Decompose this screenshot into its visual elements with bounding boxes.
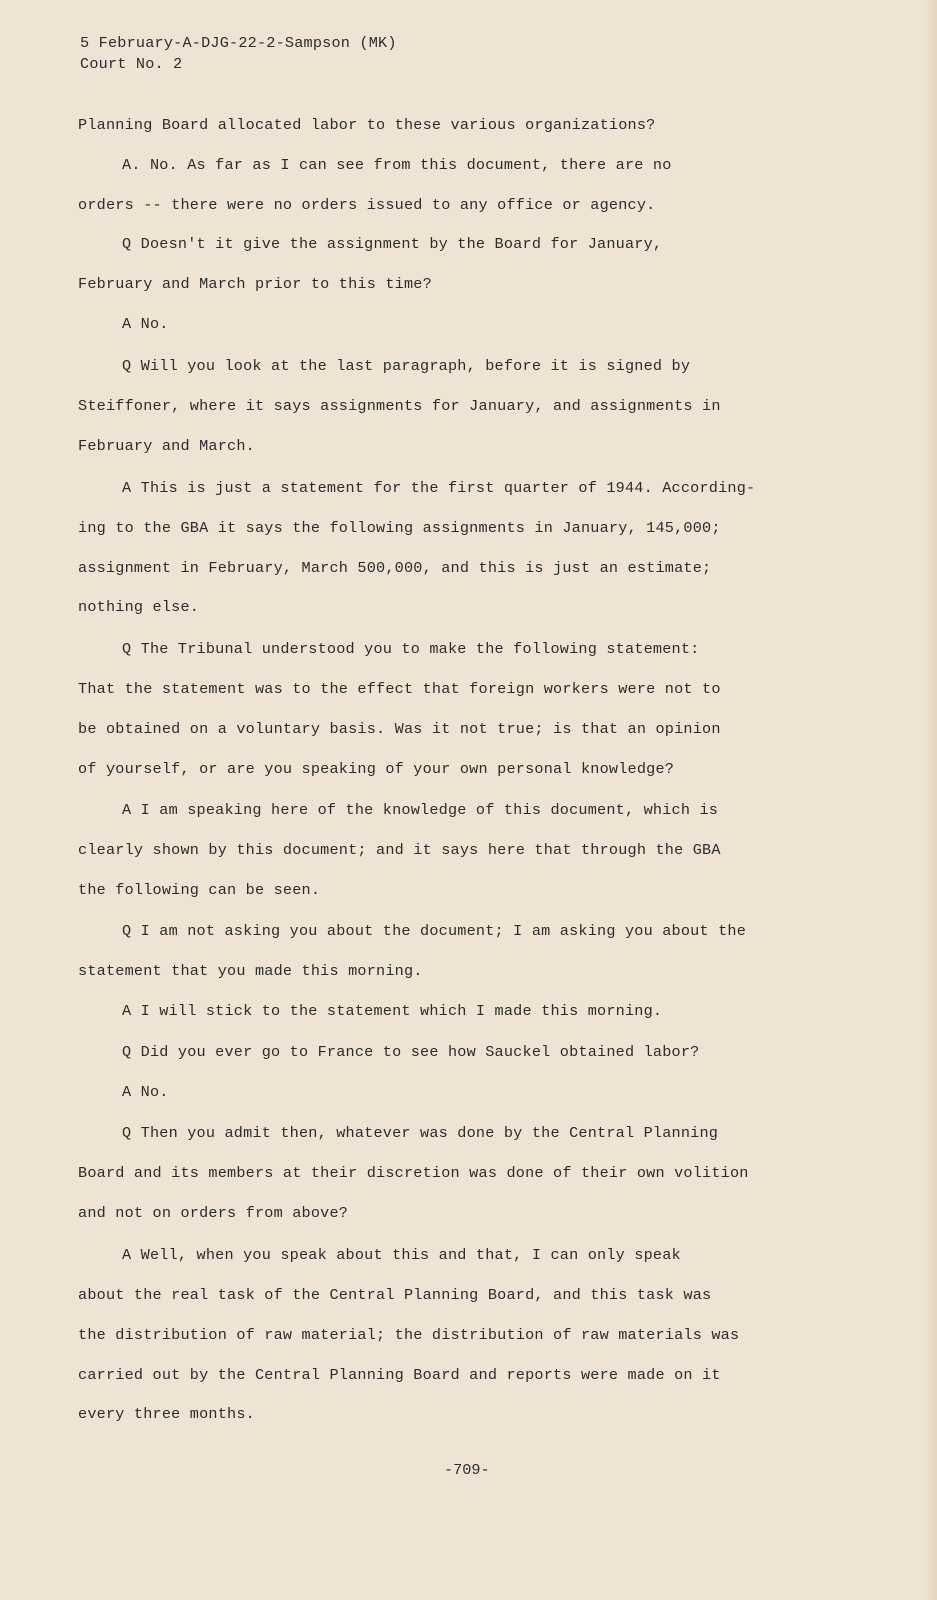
text-line: A No. <box>122 1083 169 1101</box>
text-line: about the real task of the Central Planning Board, and this task was <box>78 1286 712 1304</box>
text-line: clearly shown by this document; and it says here that through the GBA <box>78 841 721 859</box>
text-line: Q I am not asking you about the document; I am asking you about the <box>122 922 747 940</box>
text-line: Q Will you look at the last paragraph, before it is signed by <box>122 357 691 375</box>
header-line-1: 5 February-A-DJG-22-2-Sampson (MK) <box>80 34 397 52</box>
text-line: ing to the GBA it says the following assignments in January, 145,000; <box>78 519 721 537</box>
page-number: -709- <box>444 1461 490 1480</box>
text-line: nothing else. <box>78 598 200 616</box>
text-line: carried out by the Central Planning Board and reports were made on it <box>78 1366 721 1384</box>
text-line: Planning Board allocated labor to these various organizations? <box>78 116 656 134</box>
text-line: A Well, when you speak about this and that, I can only speak <box>122 1246 681 1264</box>
text-line: statement that you made this morning. <box>78 962 423 980</box>
text-line: assignment in February, March 500,000, and this is just an estimate; <box>78 559 712 577</box>
text-line: of yourself, or are you speaking of your own personal knowledge? <box>78 760 675 778</box>
text-line: Q Doesn't it give the assignment by the Board for January, <box>122 235 663 253</box>
text-line: A. No. As far as I can see from this document, there are no <box>122 156 672 174</box>
header-line-2: Court No. 2 <box>80 55 183 73</box>
text-line: be obtained on a voluntary basis. Was it not true; is that an opinion <box>78 720 721 738</box>
text-line: A No. <box>122 315 169 333</box>
text-line: Steiffoner, where it says assignments for January, and assignments in <box>78 397 721 415</box>
text-line: the following can be seen. <box>78 881 321 899</box>
text-line: A I am speaking here of the knowledge of this document, which is <box>122 801 719 819</box>
text-line: That the statement was to the effect that foreign workers were not to <box>78 680 721 698</box>
text-line: A I will stick to the statement which I made this morning. <box>122 1002 663 1020</box>
text-line: orders -- there were no orders issued to any office or agency. <box>78 196 656 214</box>
text-line: and not on orders from above? <box>78 1204 349 1222</box>
text-line: Q The Tribunal understood you to make the following statement: <box>122 640 700 658</box>
text-line: the distribution of raw material; the distribution of raw materials was <box>78 1326 740 1344</box>
text-line: Board and its members at their discretion was done of their own volition <box>78 1164 749 1182</box>
text-line: A This is just a statement for the first quarter of 1944. According- <box>122 479 756 497</box>
text-line: Q Did you ever go to France to see how Sauckel obtained labor? <box>122 1043 700 1061</box>
text-line: Q Then you admit then, whatever was done by the Central Planning <box>122 1124 719 1142</box>
text-line: every three months. <box>78 1405 255 1423</box>
text-line: February and March prior to this time? <box>78 275 432 293</box>
text-line: February and March. <box>78 437 255 455</box>
